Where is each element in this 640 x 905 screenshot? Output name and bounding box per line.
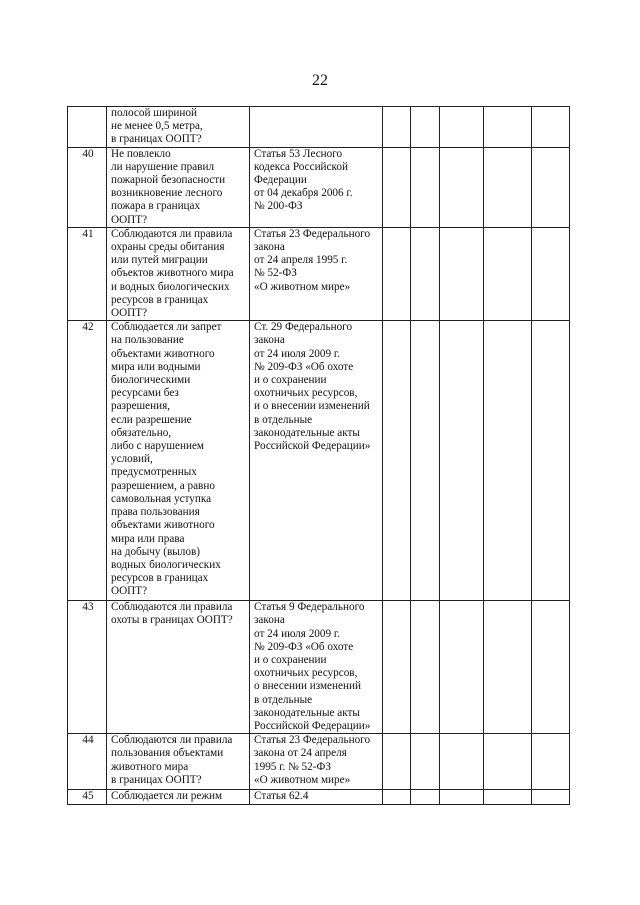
- reference-cell: Статья 9 Федерального закона от 24 июля 2009 г. № 209-ФЗ «Об охоте и о сохранении охотничьих ресурсов, о внесении изменений в отдельные законодательные акты Российской Федерации»: [250, 601, 383, 734]
- answer-na-cell: [440, 734, 484, 790]
- answer-yes-cell: [383, 790, 411, 805]
- notes-cell: [532, 790, 570, 805]
- notes-cell: [532, 107, 570, 148]
- notes-cell: [532, 601, 570, 734]
- question-cell: Соблюдается ли режим: [107, 790, 250, 805]
- row-number: 44: [68, 734, 107, 790]
- answer-no-cell: [411, 601, 440, 734]
- notes-cell: [532, 227, 570, 320]
- table-row: [68, 601, 570, 734]
- reference-cell: Статья 23 Федерального закона от 24 апреля 1995 г. № 52-ФЗ «О животном мире»: [250, 734, 383, 790]
- notes-cell: [532, 147, 570, 227]
- question-cell: Соблюдаются ли правила пользования объектами животного мира в границах ООПТ?: [107, 734, 250, 790]
- answer-yes-cell: [383, 107, 411, 148]
- answer-yes-cell: [383, 321, 411, 601]
- answer-no-cell: [411, 147, 440, 227]
- page-number: 22: [312, 72, 328, 89]
- notes-cell: [532, 734, 570, 790]
- row-number: [68, 107, 107, 148]
- table-row: [68, 734, 570, 790]
- reference-cell: Статья 23 Федерального закона от 24 апреля 1995 г. № 52-ФЗ «О животном мире»: [250, 227, 383, 320]
- answer-no-cell: [411, 227, 440, 320]
- question-cell: Не повлекло ли нарушение правил пожарной безопасности возникновение лесного пожара в границах ООПТ?: [107, 147, 250, 227]
- answer-no-cell: [411, 790, 440, 805]
- answer-cell: [484, 227, 532, 320]
- row-number: 41: [68, 227, 107, 320]
- row-number: 42: [68, 321, 107, 601]
- answer-cell: [484, 321, 532, 601]
- answer-no-cell: [411, 321, 440, 601]
- checklist-table: [67, 106, 570, 805]
- answer-no-cell: [411, 734, 440, 790]
- answer-yes-cell: [383, 147, 411, 227]
- answer-yes-cell: [383, 601, 411, 734]
- answer-na-cell: [440, 601, 484, 734]
- answer-na-cell: [440, 107, 484, 148]
- row-number: 43: [68, 601, 107, 734]
- answer-no-cell: [411, 107, 440, 148]
- question-cell: Соблюдаются ли правила охоты в границах ООПТ?: [107, 601, 250, 734]
- answer-na-cell: [440, 147, 484, 227]
- reference-cell: Ст. 29 Федерального закона от 24 июля 2009 г. № 209-ФЗ «Об охоте и о сохранении охотничьих ресурсов, и о внесении изменений в отдельные законодательные акты Российской Федерации»: [250, 321, 383, 601]
- answer-cell: [484, 601, 532, 734]
- answer-cell: [484, 107, 532, 148]
- notes-cell: [532, 321, 570, 601]
- reference-cell: [250, 107, 383, 148]
- answer-cell: [484, 790, 532, 805]
- table-row: [68, 107, 570, 148]
- answer-cell: [484, 734, 532, 790]
- answer-na-cell: [440, 790, 484, 805]
- question-cell: Соблюдаются ли правила охраны среды обитания или путей миграции объектов животного мира и водных биологических ресурсов в границах ООПТ?: [107, 227, 250, 320]
- table-row: [68, 147, 570, 227]
- reference-cell: Статья 53 Лесного кодекса Российской Федерации от 04 декабря 2006 г. № 200-ФЗ: [250, 147, 383, 227]
- table-row: [68, 790, 570, 805]
- reference-cell: Статья 62.4: [250, 790, 383, 805]
- answer-cell: [484, 147, 532, 227]
- row-number: 45: [68, 790, 107, 805]
- question-cell: Соблюдается ли запрет на пользование объектами животного мира или водными биологическими ресурсами без разрешения, если разрешение обязательно, либо с нарушением условий, предусмотренных разрешением, а равно самовольная уступка права пользования объектами животного мира или права на добычу (вылов) водных биологических ресурсов в границах ООПТ?: [107, 321, 250, 601]
- answer-na-cell: [440, 227, 484, 320]
- row-number: 40: [68, 147, 107, 227]
- answer-na-cell: [440, 321, 484, 601]
- question-cell: полосой шириной не менее 0,5 метра, в границах ООПТ?: [107, 107, 250, 148]
- table-row: [68, 321, 570, 601]
- table-row: [68, 227, 570, 320]
- answer-yes-cell: [383, 734, 411, 790]
- answer-yes-cell: [383, 227, 411, 320]
